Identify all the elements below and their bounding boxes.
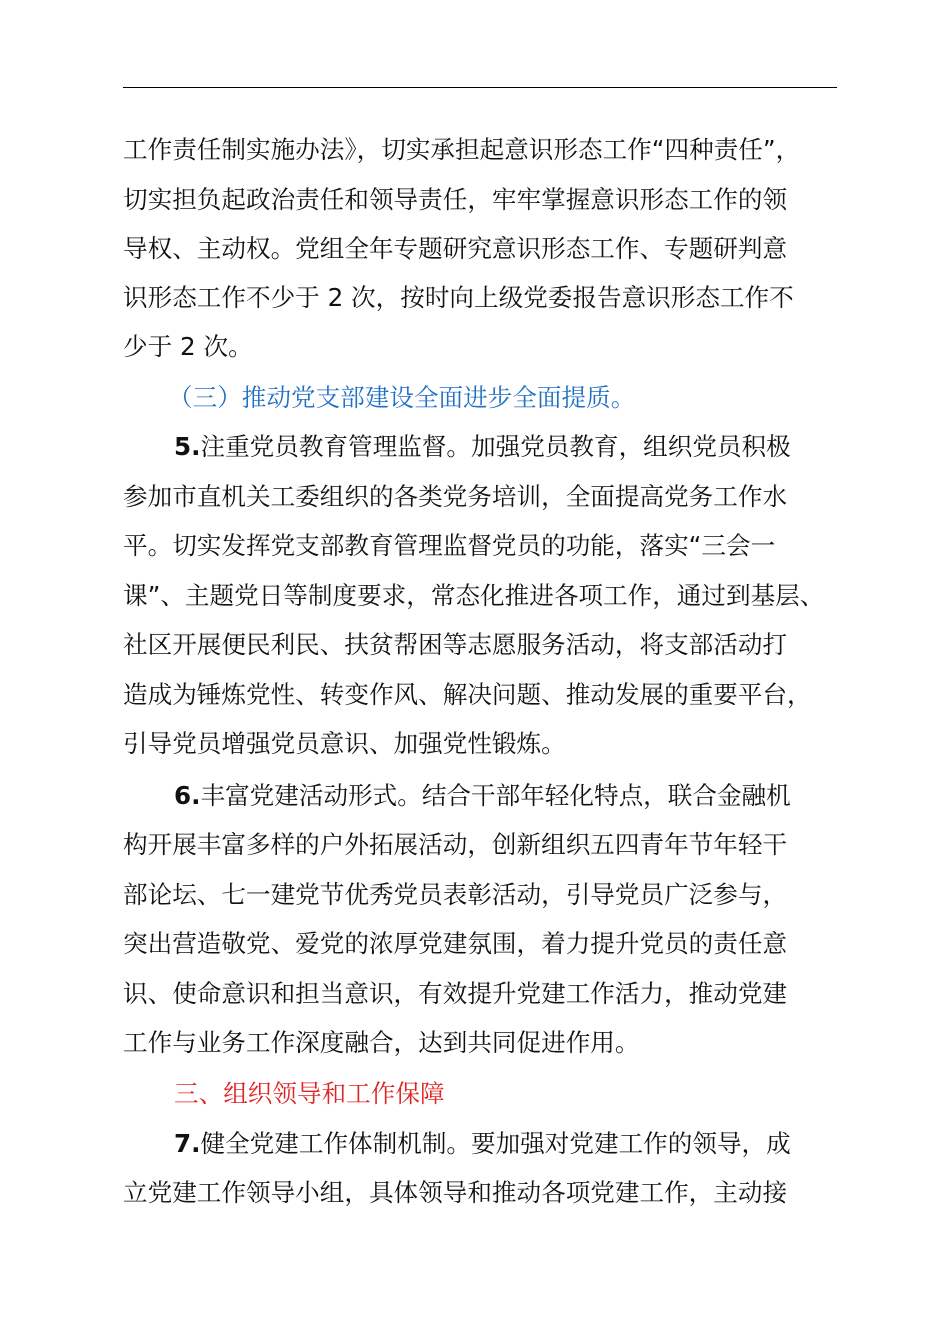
item-7-text: 健全党建工作体制机制。要加强对党建工作的领导，成 <box>200 1129 791 1158</box>
item-6-number: 6. <box>174 781 201 810</box>
item-5-first-line <box>174 430 791 464</box>
paragraph-line: 识形态工作不少于 2 次，按时向上级党委报告意识形态工作不 <box>123 283 794 312</box>
header-rule <box>123 87 837 88</box>
paragraph-line: 社区开展便民利民、扶贫帮困等志愿服务活动，将支部活动打 <box>123 630 788 659</box>
item-6-first-line <box>174 779 791 813</box>
item-7-first-line <box>174 1127 791 1161</box>
paragraph-line: 少于 2 次。 <box>123 332 253 361</box>
paragraph-line: 立党建工作领导小组，具体领导和推动各项党建工作，主动接 <box>123 1178 788 1207</box>
paragraph-line: 引导党员增强党员意识、加强党性锻炼。 <box>123 729 566 758</box>
section-3-heading: 三、组织领导和工作保障 <box>174 1079 445 1108</box>
paragraph-line: 平。切实发挥党支部教育管理监督党员的功能，落实“三会一 <box>123 531 776 560</box>
item-5-text: 注重党员教育管理监督。加强党员教育，组织党员积极 <box>200 432 791 461</box>
paragraph-line: 构开展丰富多样的户外拓展活动，创新组织五四青年节年轻干 <box>123 830 788 859</box>
item-7-number: 7. <box>174 1129 201 1158</box>
paragraph-line: 导权、主动权。党组全年专题研究意识形态工作、专题研判意 <box>123 234 788 263</box>
paragraph-line: 参加市直机关工委组织的各类党务培训，全面提高党务工作水 <box>123 482 788 511</box>
paragraph-line: 工作责任制实施办法》，切实承担起意识形态工作“四种责任”， <box>123 135 801 164</box>
paragraph-line: 切实担负起政治责任和领导责任，牢牢掌握意识形态工作的领 <box>123 185 788 214</box>
item-5-number: 5. <box>174 432 201 461</box>
subheading-3: （三）推动党支部建设全面进步全面提质。 <box>168 383 636 412</box>
paragraph-line: 造成为锤炼党性、转变作风、解决问题、推动发展的重要平台， <box>123 680 812 709</box>
paragraph-line: 工作与业务工作深度融合，达到共同促进作用。 <box>123 1028 640 1057</box>
paragraph-line: 部论坛、七一建党节优秀党员表彰活动，引导党员广泛参与， <box>123 880 788 909</box>
item-6-text: 丰富党建活动形式。结合干部年轻化特点，联合金融机 <box>200 781 791 810</box>
paragraph-line: 识、使命意识和担当意识，有效提升党建工作活力，推动党建 <box>123 979 788 1008</box>
paragraph-line: 课”、主题党日等制度要求，常态化推进各项工作，通过到基层、 <box>123 581 825 610</box>
paragraph-line: 突出营造敬党、爱党的浓厚党建氛围，着力提升党员的责任意 <box>123 929 788 958</box>
